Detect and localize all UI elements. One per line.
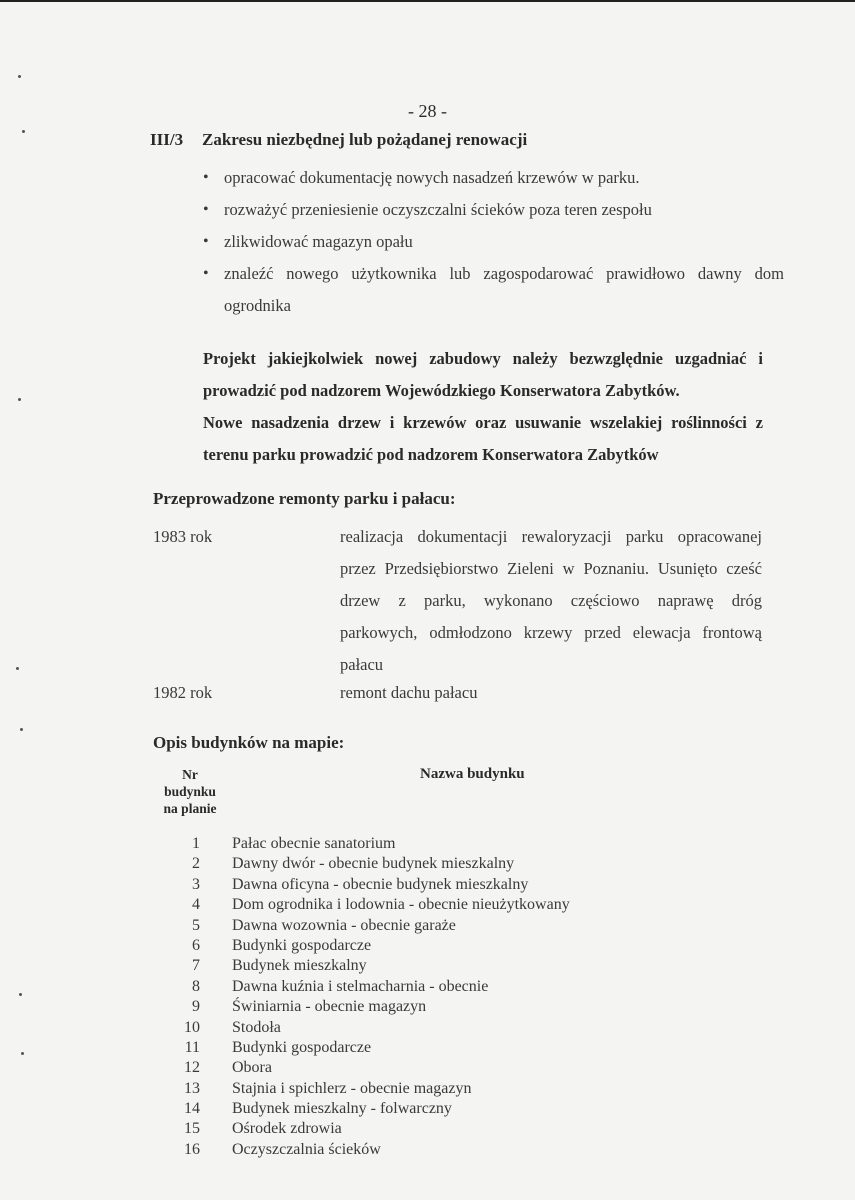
column-header-nr — [150, 766, 230, 817]
table-row — [150, 936, 570, 956]
building-number: 2 — [192, 855, 200, 873]
section-title: Zakresu niezbędnej lub pożądanej renowacji — [202, 130, 528, 149]
buildings-heading: Opis budynków na mapie: — [153, 733, 345, 752]
list-item: • zlikwidować magazyn opału — [200, 226, 784, 258]
list-item: • rozważyć przeniesienie oczyszczalni ścieków poza teren zespołu — [200, 194, 784, 226]
building-name: Dawna kuźnia i stelmacharnia - obecnie — [232, 977, 489, 995]
table-row — [150, 997, 570, 1017]
renovation-year: 1982 rok — [153, 683, 213, 702]
list-item: • znaleźć nowego użytkownika lub zagospodarować prawidłowo dawny dom ogrodnika — [200, 258, 784, 322]
building-name: Dom ogrodnika i lodownia - obecnie nieużytkowany — [232, 896, 570, 914]
building-number: 3 — [192, 875, 200, 893]
renovation-line: realizacja dokumentacji rewaloryzacji parku opracowanej — [340, 527, 762, 546]
building-number: 8 — [192, 977, 200, 995]
building-name: Dawny dwór - obecnie budynek mieszkalny — [232, 855, 515, 873]
building-number: 14 — [184, 1100, 200, 1118]
building-name: Budynek mieszkalny - folwarczny — [232, 1100, 452, 1118]
table-row — [150, 875, 570, 895]
building-number: 10 — [184, 1018, 200, 1036]
building-number: 11 — [184, 1038, 200, 1056]
renovation-description — [340, 677, 762, 709]
renovation-description — [340, 521, 762, 681]
table-row — [150, 1058, 570, 1078]
renovation-line: drzew z parku, wykonano częściowo naprawę dróg — [340, 591, 762, 610]
conservation-notice — [203, 343, 763, 471]
scan-speck — [21, 1052, 24, 1055]
renovation-scope-list — [200, 162, 784, 322]
building-name: Dawna oficyna - obecnie budynek mieszkalny — [232, 875, 529, 893]
section-heading — [150, 130, 527, 150]
scan-top-edge — [0, 0, 855, 2]
notice-line: terenu parku prowadzić pod nadzorem Konserwatora Zabytków — [203, 445, 659, 464]
header-line: budynku — [164, 784, 216, 799]
building-name: Oczyszczalnia ścieków — [232, 1140, 381, 1158]
building-number: 12 — [184, 1059, 200, 1077]
building-name: Ośrodek zdrowia — [232, 1120, 342, 1138]
building-number: 1 — [192, 835, 200, 852]
notice-line: prowadzić pod nadzorem Wojewódzkiego Konserwatora Zabytków. — [203, 381, 680, 400]
building-name: Budynki gospodarcze — [232, 936, 372, 954]
table-row — [150, 1119, 570, 1139]
table-row — [150, 895, 570, 915]
building-number: 9 — [192, 998, 200, 1016]
table-row — [150, 977, 570, 997]
table-row — [150, 1079, 570, 1099]
building-number: 13 — [184, 1079, 200, 1097]
building-name: Stodoła — [232, 1018, 281, 1036]
building-name: Pałac obecnie sanatorium — [232, 835, 396, 852]
list-item: • opracować dokumentację nowych nasadzeń krzewów w parku. — [200, 162, 784, 194]
table-row — [150, 834, 570, 854]
building-name: Obora — [232, 1059, 272, 1077]
building-number: 15 — [184, 1120, 200, 1138]
building-name: Dawna wozownia - obecnie garaże — [232, 916, 456, 934]
table-row — [150, 1018, 570, 1038]
renovation-line: pałacu — [340, 655, 384, 674]
notice-line: Nowe nasadzenia drzew i krzewów oraz usuwanie wszelakiej roślinności z — [203, 413, 763, 432]
header-line: Nr — [182, 767, 198, 782]
renovation-line: remont dachu pałacu — [340, 683, 478, 702]
scan-speck — [18, 75, 21, 78]
building-number: 5 — [192, 916, 200, 934]
renovation-line: parkowych, odmłodzono krzewy przed elewacja frontową — [340, 623, 762, 642]
building-name: Budynek mieszkalny — [232, 957, 367, 975]
building-name: Budynki gospodarcze — [232, 1038, 372, 1056]
renovations-heading: Przeprowadzone remonty parku i pałacu: — [153, 489, 456, 508]
table-row — [150, 916, 570, 936]
building-name: Świniarnia - obecnie magazyn — [232, 998, 427, 1016]
column-header-name: Nazwa budynku — [420, 766, 525, 782]
building-number: 6 — [192, 936, 200, 954]
building-number: 7 — [192, 957, 200, 975]
page-number: - 28 - — [408, 101, 447, 121]
section-number: III/3 — [150, 130, 184, 149]
building-number: 4 — [192, 896, 200, 914]
renovation-year: 1983 rok — [153, 527, 213, 546]
table-row — [150, 1038, 570, 1058]
scan-speck — [22, 130, 25, 133]
building-number: 16 — [184, 1140, 200, 1158]
scan-speck — [18, 398, 21, 401]
table-row — [150, 956, 570, 976]
table-row — [150, 1140, 570, 1160]
scan-speck — [19, 993, 22, 996]
table-row — [150, 1099, 570, 1119]
notice-line: Projekt jakiejkolwiek nowej zabudowy należy bezwzględnie uzgadniać i — [203, 349, 763, 368]
buildings-table — [150, 834, 570, 1160]
renovation-line: przez Przedsiębiorstwo Zieleni w Poznaniu. Usunięto cześć — [340, 559, 762, 578]
scan-speck — [16, 667, 19, 670]
header-line: na planie — [163, 801, 217, 816]
scan-speck — [20, 728, 23, 731]
table-row — [150, 854, 570, 874]
building-name: Stajnia i spichlerz - obecnie magazyn — [232, 1079, 472, 1097]
